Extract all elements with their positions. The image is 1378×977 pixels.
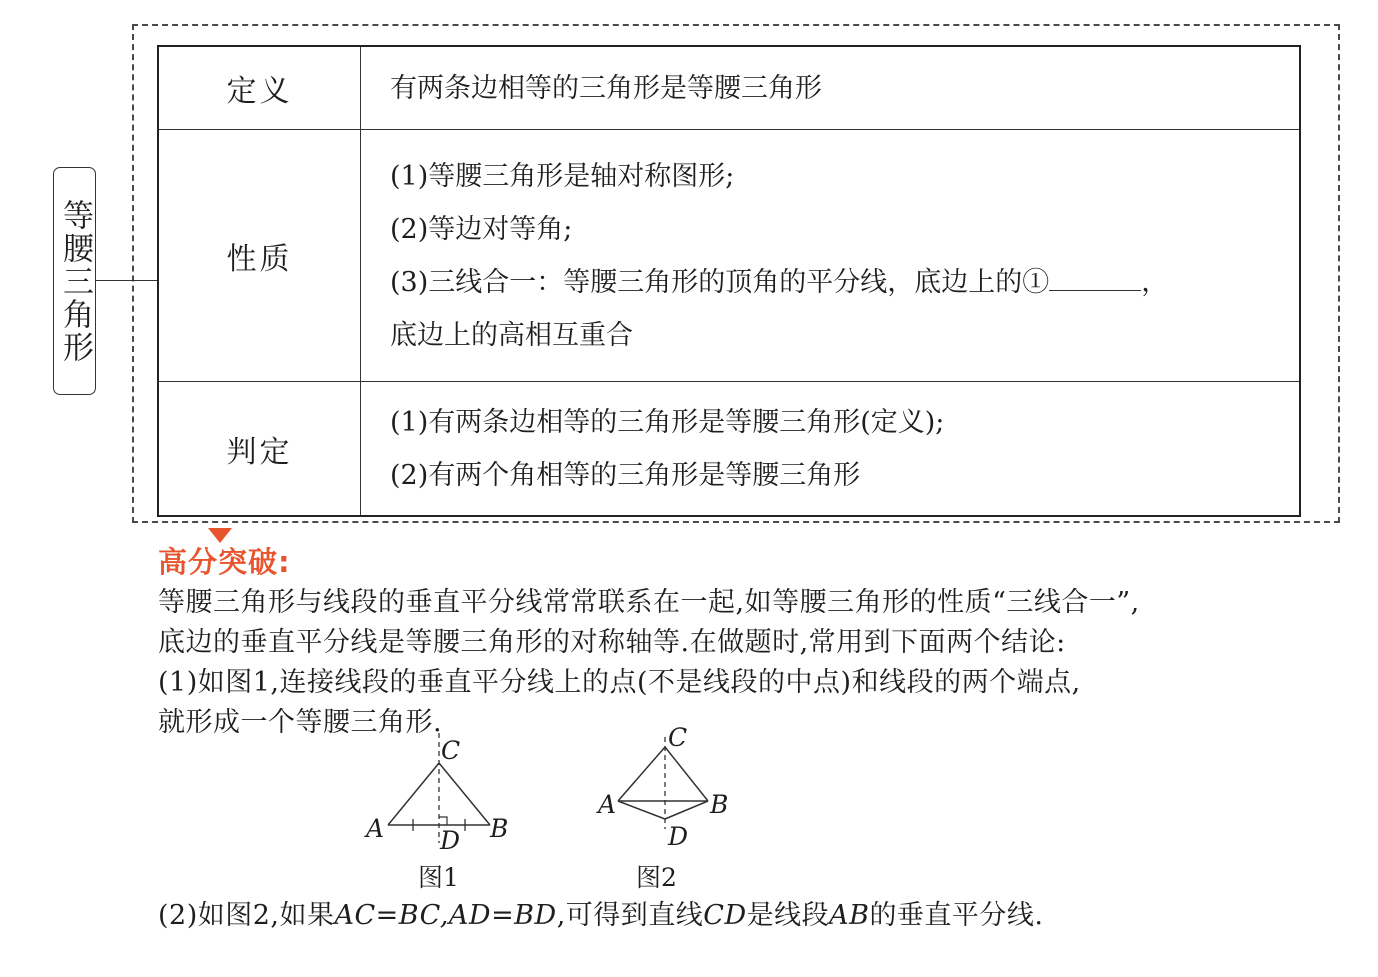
conclusion-equation: AC=BC,AD=BD bbox=[334, 900, 557, 931]
fig1-label-B: B bbox=[490, 814, 509, 843]
figures-diagram bbox=[350, 725, 750, 865]
conclusion-prefix: (2)如图2,如果 bbox=[158, 900, 335, 931]
table-row-definition bbox=[158, 46, 1300, 130]
fig2-segment-AC bbox=[618, 747, 665, 801]
row-body-properties bbox=[361, 130, 1301, 382]
fig1-label-C: C bbox=[441, 736, 461, 765]
fig1-segment-BC bbox=[439, 763, 490, 825]
row-body-criteria bbox=[361, 382, 1301, 517]
fig2-label-C: C bbox=[668, 723, 688, 752]
conclusion-mid: ,可得到直线 bbox=[556, 900, 704, 931]
connector-line bbox=[96, 280, 158, 281]
fig2-segment-AD bbox=[618, 801, 665, 819]
fig2-segment-BC bbox=[665, 747, 708, 801]
fig2-label-D: D bbox=[668, 822, 689, 851]
property-line-3 bbox=[390, 256, 1299, 309]
conclusion-line-name: CD bbox=[703, 900, 747, 931]
property-line-1: (1)等腰三角形是轴对称图形; bbox=[390, 160, 735, 192]
property-line-2: (2)等边对等角; bbox=[390, 213, 573, 245]
fig1-label-D: D bbox=[440, 826, 461, 855]
table-row-criteria bbox=[158, 382, 1300, 517]
topic-label: 等腰三角形 bbox=[57, 198, 93, 364]
conclusion-mid2: 是线段 bbox=[746, 900, 830, 931]
figure-1-drawing bbox=[388, 733, 490, 843]
knowledge-table bbox=[157, 45, 1301, 517]
fig2-label-A: A bbox=[598, 790, 617, 819]
figure-1-caption: 图1 bbox=[418, 863, 459, 892]
figure-2-caption: 图2 bbox=[636, 863, 677, 892]
blank-suffix: ， bbox=[1141, 266, 1169, 298]
fig1-segment-AC bbox=[388, 763, 439, 825]
criteria-line-1: (1)有两条边相等的三角形是等腰三角形(定义); bbox=[390, 406, 945, 438]
fig2-segment-BD bbox=[665, 801, 708, 819]
conclusion-segment-name: AB bbox=[829, 900, 870, 931]
paragraph-line-2: 底边的垂直平分线是等腰三角形的对称轴等.在做题时,常用到下面两个结论: bbox=[158, 627, 1066, 658]
conclusion-suffix: 的垂直平分线. bbox=[869, 900, 1044, 931]
property-line-3-text: (3)三线合一：等腰三角形的顶角的平分线，底边上的① bbox=[390, 266, 1050, 298]
conclusion-line bbox=[158, 893, 1044, 932]
fill-in-blank[interactable] bbox=[1049, 260, 1141, 291]
row-head-definition: 定义 bbox=[158, 46, 361, 130]
section-heading: 高分突破: bbox=[158, 545, 291, 579]
row-body-definition bbox=[361, 46, 1301, 130]
fig1-label-A: A bbox=[366, 814, 385, 843]
topic-label-box bbox=[53, 167, 96, 395]
definition-line: 有两条边相等的三角形是等腰三角形 bbox=[390, 72, 822, 104]
table-row-properties bbox=[158, 130, 1300, 382]
paragraph-line-4: 就形成一个等腰三角形. bbox=[158, 707, 443, 738]
row-head-properties: 性质 bbox=[158, 130, 361, 382]
paragraph-line-1: 等腰三角形与线段的垂直平分线常常联系在一起,如等腰三角形的性质“三线合一”, bbox=[158, 587, 1140, 618]
figure-2-drawing bbox=[618, 737, 708, 829]
criteria-line-2: (2)有两个角相等的三角形是等腰三角形 bbox=[390, 459, 861, 491]
property-line-4: 底边上的高相互重合 bbox=[390, 319, 633, 351]
fig1-right-angle bbox=[439, 817, 447, 825]
paragraph-line-3: (1)如图1,连接线段的垂直平分线上的点(不是线段的中点)和线段的两个端点, bbox=[158, 667, 1081, 698]
row-head-criteria: 判定 bbox=[158, 382, 361, 517]
fig2-label-B: B bbox=[710, 790, 729, 819]
